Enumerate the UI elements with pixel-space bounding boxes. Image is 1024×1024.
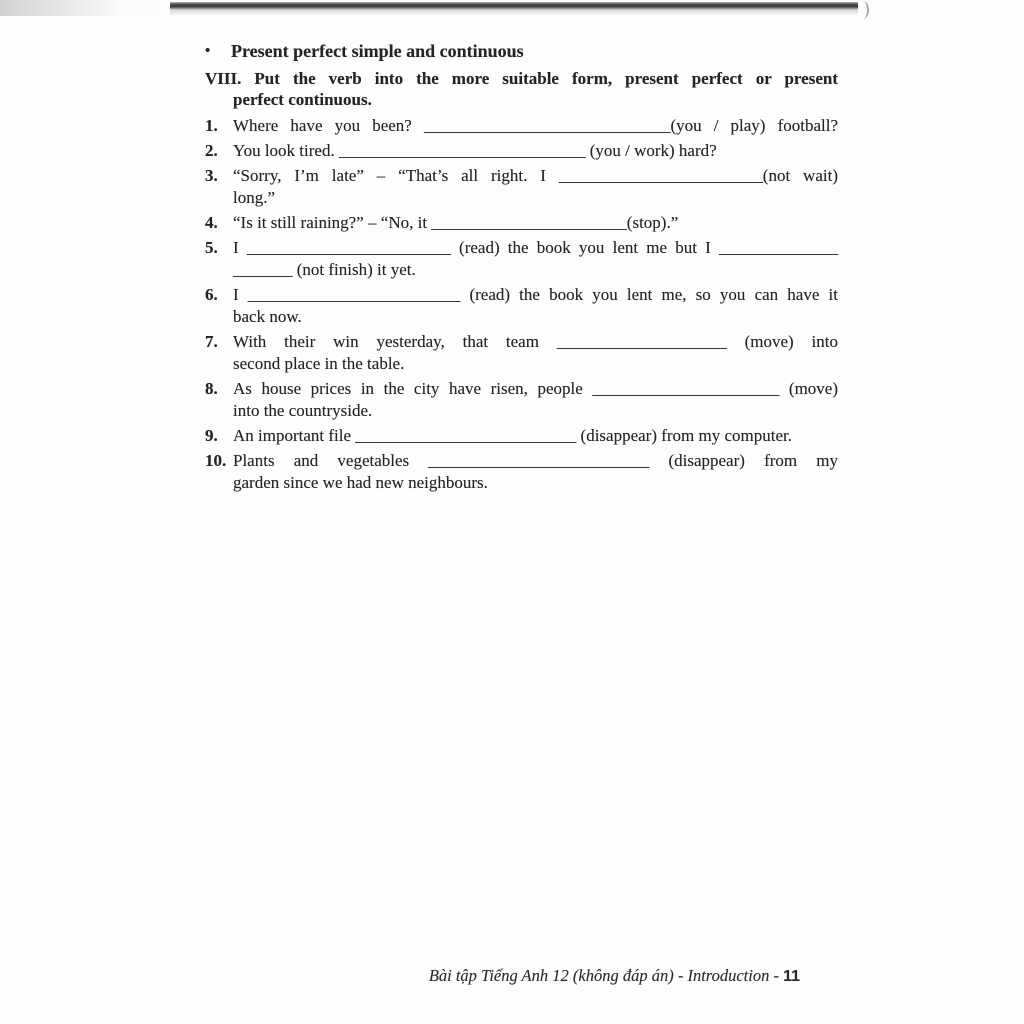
question-row (205, 212, 838, 234)
question-line: As house prices in the city have risen, people ______________________ (move) (233, 379, 838, 398)
question-number: 8. (205, 379, 218, 398)
question-lines (233, 115, 838, 137)
question-row (205, 115, 838, 137)
question-lines (233, 212, 838, 234)
header-rule (170, 2, 858, 10)
question-line: You look tired. _____________________________ (you / work) hard? (233, 141, 717, 160)
question-line: I _________________________ (read) the book you lent me, so you can have it (233, 285, 838, 304)
question-number: 6. (205, 285, 218, 304)
question-line: “Is it still raining?” – “No, it _______________________(stop).” (233, 213, 679, 232)
question-number: 10. (205, 451, 227, 470)
question-lines (233, 165, 838, 209)
question-line: _______ (not finish) it yet. (233, 260, 416, 279)
instruction-line: VIII. Put the verb into the more suitable form, present perfect or present (205, 69, 838, 88)
question-lines (233, 140, 838, 162)
question-number: 4. (205, 213, 218, 232)
question-row (205, 450, 838, 494)
question-line: An important file __________________________ (disappear) from my computer. (233, 426, 793, 445)
question-line: garden since we had new neighbours. (233, 473, 488, 492)
footer-text: Bài tập Tiếng Anh 12 (không đáp án) - Introduction - (428, 966, 784, 985)
page-number: 11 (783, 968, 800, 985)
question-row (205, 140, 838, 162)
question-row (205, 165, 838, 209)
question-row (205, 378, 838, 422)
question-lines (233, 425, 838, 447)
question-list (205, 115, 838, 494)
question-line: long.” (233, 188, 276, 207)
header-rule-shadow (170, 10, 858, 16)
instruction-line: perfect continuous. (233, 90, 372, 109)
page-footer (429, 966, 800, 986)
question-lines (233, 237, 838, 281)
exercise-instruction (205, 68, 838, 110)
question-number: 7. (205, 332, 218, 351)
question-line: I ________________________ (read) the book you lent me but I ______________ (233, 238, 838, 257)
question-number: 3. (205, 166, 218, 185)
question-number: 1. (205, 116, 218, 135)
question-line: back now. (233, 307, 302, 326)
question-line: Where have you been? _____________________________(you / play) football? (233, 116, 838, 135)
page-curl-artifact (857, 1, 869, 19)
question-number: 5. (205, 238, 218, 257)
section-title: Present perfect simple and continuous (231, 41, 524, 61)
bullet-icon: • (205, 43, 211, 59)
question-row (205, 237, 838, 281)
question-lines (233, 331, 838, 375)
question-row (205, 284, 838, 328)
page-content (205, 40, 838, 497)
question-line: into the countryside. (233, 401, 373, 420)
question-number: 9. (205, 426, 218, 445)
question-lines (233, 378, 838, 422)
question-row (205, 331, 838, 375)
question-number: 2. (205, 141, 218, 160)
scan-edge-shade (0, 0, 175, 16)
question-line: second place in the table. (233, 354, 405, 373)
question-line: “Sorry, I’m late” – “That’s all right. I ________________________(not wait) (233, 166, 838, 185)
question-row (205, 425, 838, 447)
section-heading (205, 40, 838, 63)
question-lines (233, 450, 838, 494)
question-line: With their win yesterday, that team ____________________ (move) into (233, 332, 838, 351)
question-line: Plants and vegetables __________________________ (disappear) from my (233, 451, 838, 470)
question-lines (233, 284, 838, 328)
